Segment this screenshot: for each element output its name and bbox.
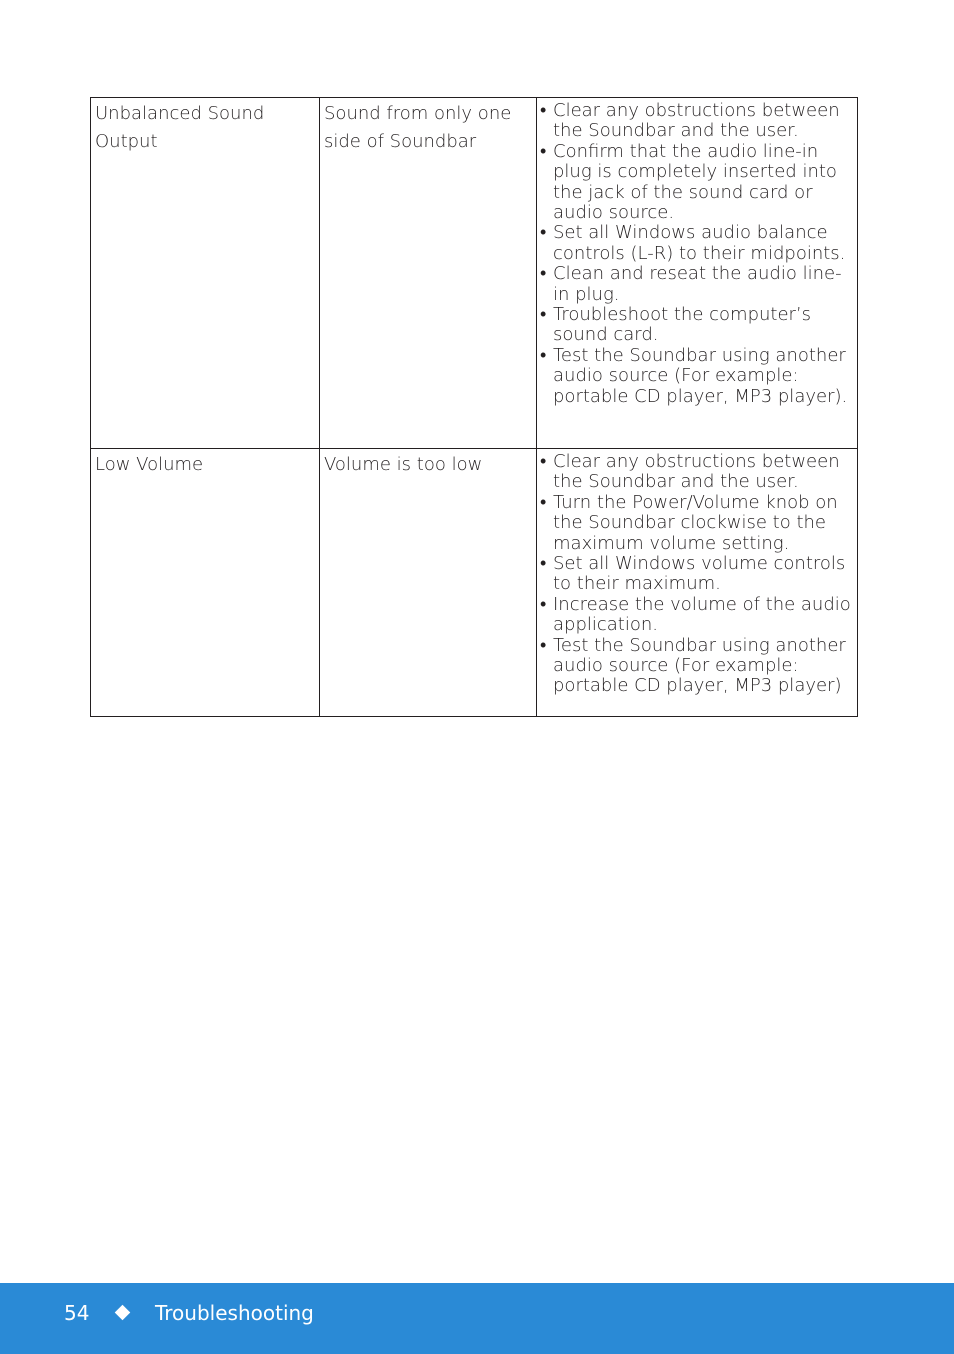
footer-bar	[0, 1283, 954, 1354]
symptom-text: Volume is too low	[324, 454, 483, 475]
solution-item: • Clear any obstructions between the Soundbar and the user.	[540, 100, 840, 142]
bullet-icon: •	[540, 593, 547, 615]
troubleshooting-table	[90, 97, 858, 717]
diamond-icon	[115, 1305, 131, 1321]
solution-item: • Troubleshoot the computer’s sound card.	[540, 304, 812, 346]
solution-item: • Set all Windows audio balance controls (L-R) to their midpoints.	[540, 222, 846, 264]
symptom-cell	[320, 449, 537, 717]
bullet-icon: •	[540, 100, 547, 121]
page-number: 54	[64, 1301, 90, 1325]
bullet-icon: •	[540, 263, 547, 285]
solution-item: • Clear any obstructions between the Soundbar and the user.	[540, 451, 840, 493]
problem-cell	[91, 98, 320, 449]
bullet-icon: •	[540, 451, 547, 472]
bullet-icon: •	[540, 344, 547, 366]
bullet-icon: •	[540, 304, 547, 326]
bullet-icon: •	[540, 553, 547, 575]
section-title: Troubleshooting	[155, 1301, 314, 1325]
bullet-icon: •	[540, 140, 547, 162]
symptom-cell	[320, 98, 537, 449]
problem-text: Low Volume	[95, 454, 204, 475]
solution-item: • Turn the Power/Volume knob on the Soundbar clockwise to the maximum volume setting.	[540, 491, 838, 554]
solution-item: • Increase the volume of the audio application.	[540, 593, 851, 636]
table-row	[91, 98, 858, 449]
problem-cell	[91, 449, 320, 717]
solution-item: • Confirm that the audio line-in plug is completely inserted into the jack of the sound card or audio source.	[540, 140, 837, 224]
solution-list	[537, 449, 857, 697]
solution-cell	[537, 449, 858, 717]
problem-text: Unbalanced Sound Output	[95, 103, 265, 152]
symptom-text: Sound from only one side of Soundbar	[324, 103, 512, 152]
bullet-icon: •	[540, 491, 547, 513]
table-row	[91, 449, 858, 717]
solution-item: • Clean and reseat the audio line-in plug.	[540, 263, 842, 305]
solution-item: • Test the Soundbar using another audio source (For example: portable CD player, MP3 player)	[540, 634, 846, 697]
solution-item: • Test the Soundbar using another audio source (For example: portable CD player, MP3 player).	[540, 344, 848, 407]
bullet-icon: •	[540, 634, 547, 656]
solution-cell	[537, 98, 858, 449]
solution-item: • Set all Windows volume controls to their maximum.	[540, 553, 846, 595]
bullet-icon: •	[540, 222, 547, 244]
solution-list	[537, 98, 857, 407]
